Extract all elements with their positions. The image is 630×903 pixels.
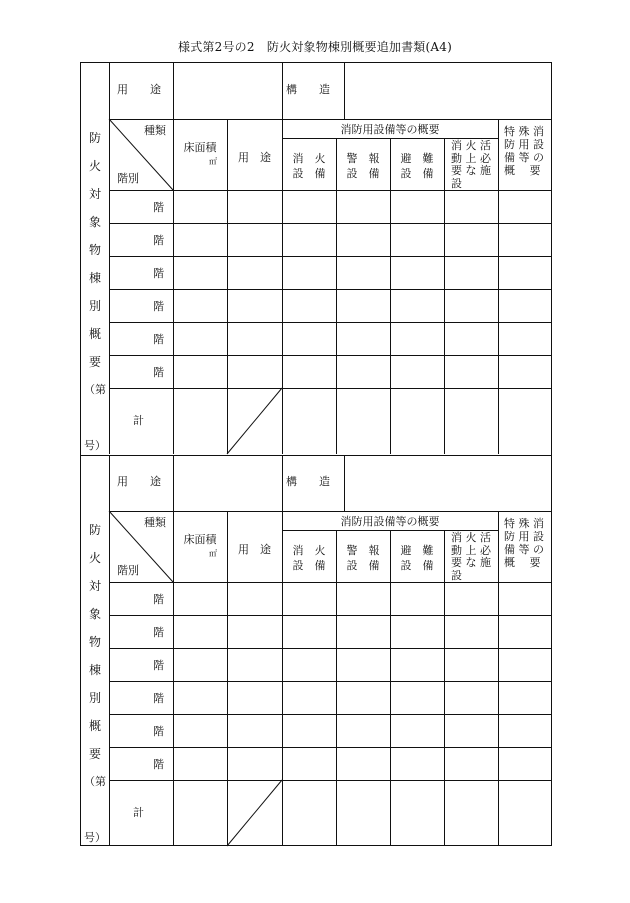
- equipment-label: 警 報: [346, 544, 380, 557]
- total-label: 計: [133, 414, 144, 427]
- floor-row-label: 階: [153, 692, 164, 705]
- kind-label: 種類: [144, 516, 166, 529]
- side-label-char: （第: [84, 383, 106, 396]
- firefighting-label: 設: [451, 176, 462, 190]
- side-label-char: [84, 796, 106, 824]
- equipment-label: 設 備: [346, 559, 380, 572]
- side-label-char: 別: [88, 299, 101, 313]
- equipment-group-label: 消防用設備等の概要: [340, 515, 440, 528]
- floor-row-label: 階: [153, 758, 164, 771]
- floor-row-label: 階: [153, 267, 164, 280]
- grid-line: [109, 223, 552, 224]
- grid-line: [390, 138, 391, 454]
- floor-area-label: 床面積: [183, 533, 217, 546]
- grid-line: [173, 455, 174, 846]
- use-label: 用 途: [117, 475, 161, 488]
- side-label-char: 象: [88, 607, 101, 621]
- grid-line: [498, 511, 499, 846]
- special-equipment-label: 概 要: [504, 164, 541, 177]
- floor-area-label: 床面積: [183, 141, 217, 154]
- side-label-char: 防: [88, 131, 101, 145]
- grid-line: [344, 455, 345, 511]
- equipment-label: 避 難: [400, 152, 434, 165]
- side-label-char: 概: [88, 327, 101, 341]
- grid-line: [109, 289, 552, 290]
- grid-line: [227, 511, 228, 846]
- side-label-char: 号）: [84, 439, 106, 452]
- grid-line: [444, 138, 445, 454]
- form-title: 様式第2号の2 防火対象物棟別概要追加書類(A4): [178, 40, 452, 54]
- floor-label: 階別: [117, 172, 139, 185]
- special-equipment-label: 特 殊 消: [504, 125, 544, 138]
- equipment-label: 消 火: [292, 544, 326, 557]
- grid-line: [109, 63, 110, 454]
- equipment-label: 設 備: [292, 167, 326, 180]
- grid-line: [109, 455, 110, 846]
- grid-line: [109, 119, 552, 120]
- special-equipment-label: 特 殊 消: [504, 517, 544, 530]
- firefighting-label: 消 火 活: [451, 531, 491, 544]
- floor-row-label: 階: [153, 366, 164, 379]
- floor-label: 階別: [117, 564, 139, 577]
- side-label-char: 号）: [84, 831, 106, 844]
- side-label-char: 対: [88, 187, 101, 201]
- side-label-char: 火: [88, 159, 101, 173]
- kind-label: 種類: [144, 124, 166, 137]
- grid-line: [109, 714, 552, 715]
- special-equipment-label: 概 要: [504, 556, 541, 569]
- side-label: [84, 124, 106, 460]
- grid-line: [444, 530, 445, 846]
- floor-row-label: 階: [153, 234, 164, 247]
- side-label-char: 別: [88, 691, 101, 705]
- side-label-char: 棟: [88, 663, 101, 677]
- special-equipment-label: 備 等 の: [504, 543, 544, 556]
- equipment-label: 設 備: [400, 167, 434, 180]
- firefighting-label: 要 な 施: [451, 556, 491, 569]
- side-label-char: 象: [88, 215, 101, 229]
- special-equipment-label: 備 等 の: [504, 151, 544, 164]
- grid-line: [109, 681, 552, 682]
- floor-row-label: 階: [153, 626, 164, 639]
- side-label-char: 物: [88, 635, 101, 649]
- grid-line: [109, 511, 552, 512]
- grid-line: [109, 256, 552, 257]
- grid-line: [109, 388, 552, 389]
- grid-line: [109, 615, 552, 616]
- total-label: 計: [133, 806, 144, 819]
- side-label-char: 要: [88, 747, 101, 761]
- grid-line: [173, 63, 174, 454]
- equipment-label: 警 報: [346, 152, 380, 165]
- floor-row-label: 階: [153, 300, 164, 313]
- use-col-label: 用 途: [238, 543, 271, 556]
- side-label-char: [84, 404, 106, 432]
- grid-line: [109, 780, 552, 781]
- equipment-label: 設 備: [400, 559, 434, 572]
- side-label-char: 火: [88, 551, 101, 565]
- form-sheet: [80, 62, 552, 846]
- equipment-label: 設 備: [292, 559, 326, 572]
- floor-row-label: 階: [153, 201, 164, 214]
- floor-area-unit: ㎡: [209, 157, 217, 166]
- equipment-group-label: 消防用設備等の概要: [340, 123, 440, 136]
- firefighting-label: 要 な 施: [451, 164, 491, 177]
- grid-line: [336, 138, 337, 454]
- grid-line: [109, 747, 552, 748]
- diagonal-slash: [81, 63, 82, 64]
- use-col-label: 用 途: [238, 151, 271, 164]
- floor-row-label: 階: [153, 593, 164, 606]
- grid-line: [109, 355, 552, 356]
- floor-area-unit: ㎡: [209, 549, 217, 558]
- special-equipment-label: 防 用 設: [504, 530, 544, 543]
- equipment-label: 消 火: [292, 152, 326, 165]
- floor-row-label: 階: [153, 333, 164, 346]
- grid-line: [344, 63, 345, 119]
- side-label-char: （第: [84, 775, 106, 788]
- use-label: 用 途: [117, 83, 161, 96]
- equipment-label: 避 難: [400, 544, 434, 557]
- grid-line: [109, 322, 552, 323]
- grid-line: [390, 530, 391, 846]
- grid-line: [282, 63, 283, 119]
- grid-line: [227, 119, 228, 454]
- grid-line: [109, 648, 552, 649]
- grid-line: [336, 530, 337, 846]
- side-label-char: 物: [88, 243, 101, 257]
- grid-line: [498, 119, 499, 454]
- structure-label: 構 造: [286, 475, 330, 488]
- side-label-char: 対: [88, 579, 101, 593]
- floor-row-label: 階: [153, 725, 164, 738]
- side-label-char: 要: [88, 355, 101, 369]
- equipment-label: 設 備: [346, 167, 380, 180]
- firefighting-label: 消 火 活: [451, 139, 491, 152]
- side-label: [84, 516, 106, 852]
- floor-row-label: 階: [153, 659, 164, 672]
- grid-line: [282, 455, 283, 511]
- side-label-char: 棟: [88, 271, 101, 285]
- firefighting-label: 動 上 必: [451, 151, 491, 165]
- grid-line: [81, 455, 552, 456]
- firefighting-label: 設: [451, 568, 462, 582]
- special-equipment-label: 防 用 設: [504, 138, 544, 151]
- side-label-char: 防: [88, 523, 101, 537]
- firefighting-label: 動 上 必: [451, 543, 491, 557]
- side-label-char: 概: [88, 719, 101, 733]
- structure-label: 構 造: [286, 83, 330, 96]
